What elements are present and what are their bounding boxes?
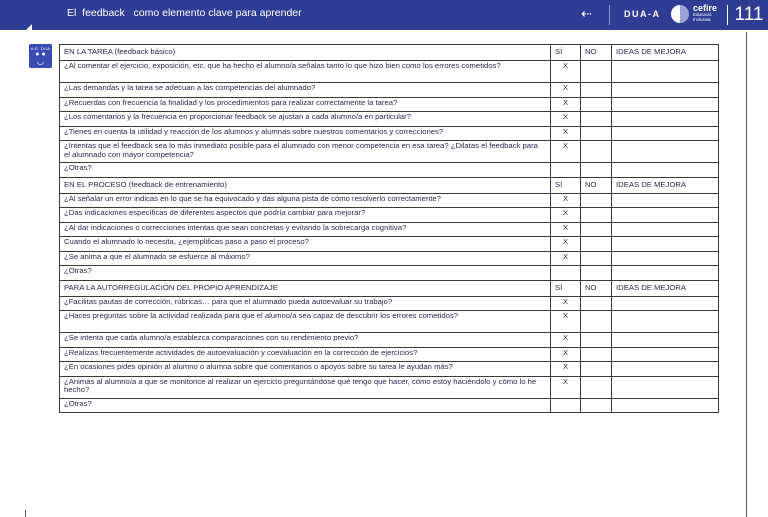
question-text: ¿Otras? xyxy=(60,163,551,178)
column-ideas-header: IDEAS DE MEJORA xyxy=(612,177,719,193)
yes-check-cell[interactable]: X xyxy=(551,97,581,112)
ideas-cell[interactable] xyxy=(612,193,719,208)
question-text: ¿Animas al alumno/a a que se monitorice al realizar un ejercicio preguntándose qué tengo que hacer, cómo estoy haciéndolo y cómo lo he hecho? xyxy=(60,376,551,398)
badge-label: A.E. DUA xyxy=(30,46,51,51)
cefire-logo xyxy=(693,4,717,22)
no-check-cell[interactable] xyxy=(581,83,612,98)
badge-eyes-icon: ● ● xyxy=(35,51,46,58)
question-text: ¿Otras? xyxy=(60,398,551,413)
checklist-row xyxy=(60,333,719,348)
section-title: EN LA TAREA (feedback básico) xyxy=(60,45,551,61)
yes-check-cell[interactable]: X xyxy=(551,193,581,208)
checklist-row xyxy=(60,61,719,83)
yes-check-cell[interactable]: X xyxy=(551,347,581,362)
checklist-row xyxy=(60,193,719,208)
dua-activity-badge-icon xyxy=(29,44,52,68)
question-text: ¿Tienes en cuenta la utilidad y reacción de los alumnos y alumnas sobre nuestros comentarios y correcciones? xyxy=(60,126,551,141)
question-text: ¿Se intenta que cada alumno/a establezca comparaciones con su rendimiento previo? xyxy=(60,333,551,348)
no-check-cell[interactable] xyxy=(581,208,612,223)
question-text: ¿Se anima a que el alumnado se esfuerce al máximo? xyxy=(60,251,551,266)
top-banner xyxy=(0,0,768,30)
back-arrow-icon[interactable]: ⇠ xyxy=(581,6,592,21)
section-title: EN EL PROCESO (feedback de entrenamiento) xyxy=(60,177,551,193)
no-check-cell[interactable] xyxy=(581,193,612,208)
section-title: PARA LA AUTORREGULACIÓN DEL PROPIO APRENDIZAJE xyxy=(60,280,551,296)
yes-check-cell[interactable] xyxy=(551,266,581,281)
dua-brand-label: DUA-A xyxy=(624,9,661,19)
checklist-row xyxy=(60,83,719,98)
question-text: Cuando el alumnado lo necesita, ¿ejemplificas paso a paso el proceso? xyxy=(60,237,551,252)
yes-check-cell[interactable]: X xyxy=(551,208,581,223)
no-check-cell[interactable] xyxy=(581,61,612,83)
section-header-row xyxy=(60,45,719,61)
page-number: 111 xyxy=(730,2,768,28)
no-check-cell[interactable] xyxy=(581,237,612,252)
page-header-title: El feedback como elemento clave para aprender xyxy=(67,7,302,19)
checklist-row xyxy=(60,347,719,362)
yes-check-cell[interactable]: X xyxy=(551,251,581,266)
checklist-row xyxy=(60,163,719,178)
column-ideas-header: IDEAS DE MEJORA xyxy=(612,45,719,61)
no-check-cell[interactable] xyxy=(581,251,612,266)
question-text: ¿En ocasiones pides opinión al alumno o alumna sobre qué comentarios o apoyos sobre su tarea le ayudan más? xyxy=(60,362,551,377)
ideas-cell[interactable] xyxy=(612,61,719,83)
header-divider xyxy=(727,5,728,25)
column-yes-header: SÍ xyxy=(551,280,581,296)
yes-check-cell[interactable]: X xyxy=(551,141,581,163)
no-check-cell[interactable] xyxy=(581,97,612,112)
ideas-cell[interactable] xyxy=(612,126,719,141)
checklist-row xyxy=(60,222,719,237)
checklist-row xyxy=(60,296,719,311)
question-text: ¿Recuerdas con frecuencia la finalidad y los procedimientos para realizar correctamente la tarea? xyxy=(60,97,551,112)
column-no-header: NO xyxy=(581,45,612,61)
no-check-cell[interactable] xyxy=(581,311,612,333)
checklist-row xyxy=(60,208,719,223)
right-margin-line xyxy=(746,32,747,517)
no-check-cell[interactable] xyxy=(581,376,612,398)
yes-check-cell[interactable]: X xyxy=(551,237,581,252)
ideas-cell[interactable] xyxy=(612,311,719,333)
cefire-name: cefire xyxy=(693,3,718,13)
yes-check-cell[interactable] xyxy=(551,398,581,413)
ideas-cell[interactable] xyxy=(612,141,719,163)
cefire-subtitle-2: Inclusiva xyxy=(693,17,711,22)
no-check-cell[interactable] xyxy=(581,362,612,377)
question-text: ¿Realizas frecuentemente actividades de autoevaluación y coevaluación en la corrección de ejercicios? xyxy=(60,347,551,362)
ideas-cell[interactable] xyxy=(612,333,719,348)
ideas-cell[interactable] xyxy=(612,222,719,237)
yes-check-cell[interactable]: X xyxy=(551,83,581,98)
no-check-cell[interactable] xyxy=(581,398,612,413)
no-check-cell[interactable] xyxy=(581,163,612,178)
ideas-cell[interactable] xyxy=(612,208,719,223)
ideas-cell[interactable] xyxy=(612,376,719,398)
no-check-cell[interactable] xyxy=(581,266,612,281)
ideas-cell[interactable] xyxy=(612,97,719,112)
question-text: ¿Facilitas pautas de corrección, rúbricas… para que el alumnado pueda autoevaluar su trabajo? xyxy=(60,296,551,311)
question-text: ¿Otras? xyxy=(60,266,551,281)
checklist-row xyxy=(60,398,719,413)
no-check-cell[interactable] xyxy=(581,112,612,127)
question-text: ¿Las demandas y la tarea se adecuan a las competencias del alumnado? xyxy=(60,83,551,98)
ideas-cell[interactable] xyxy=(612,83,719,98)
question-text: ¿Intentas que el feedback sea lo más inmediato posible para el alumnado con menor competencia en esa tarea? ¿Dilatas el feedback para el alumnado con mayor competencia? xyxy=(60,141,551,163)
ideas-cell[interactable] xyxy=(612,251,719,266)
corner-notch xyxy=(26,24,32,30)
no-check-cell[interactable] xyxy=(581,222,612,237)
question-text: ¿Das indicaciones específicas de diferentes aspectos que podría cambiar para mejorar? xyxy=(60,208,551,223)
checklist-row xyxy=(60,266,719,281)
checklist-row xyxy=(60,112,719,127)
yes-check-cell[interactable]: X xyxy=(551,296,581,311)
checklist-row xyxy=(60,376,719,398)
yes-check-cell[interactable]: X xyxy=(551,311,581,333)
cefire-subtitle-1: Educació xyxy=(693,12,712,17)
ideas-cell[interactable] xyxy=(612,347,719,362)
yes-check-cell[interactable]: X xyxy=(551,61,581,83)
ideas-cell[interactable] xyxy=(612,163,719,178)
header-divider xyxy=(609,5,610,25)
ideas-cell[interactable] xyxy=(612,398,719,413)
yes-check-cell[interactable] xyxy=(551,163,581,178)
yes-check-cell[interactable]: X xyxy=(551,222,581,237)
yes-check-cell[interactable]: X xyxy=(551,376,581,398)
no-check-cell[interactable] xyxy=(581,347,612,362)
yes-check-cell[interactable]: X xyxy=(551,333,581,348)
column-yes-header: SÍ xyxy=(551,45,581,61)
dua-logo-icon xyxy=(671,5,689,23)
checklist-row xyxy=(60,251,719,266)
question-text: ¿Al comentar el ejercicio, exposición, etc. que ha hecho el alumno/a señalas tanto lo que hizo bien como los errores cometidos? xyxy=(60,61,551,83)
ideas-cell[interactable] xyxy=(612,296,719,311)
ideas-cell[interactable] xyxy=(612,362,719,377)
no-check-cell[interactable] xyxy=(581,126,612,141)
ideas-cell[interactable] xyxy=(612,112,719,127)
question-text: ¿Al dar indicaciones o correcciones intentas que sean concretas y evitando la sobrecarga cognitiva? xyxy=(60,222,551,237)
checklist-row xyxy=(60,126,719,141)
no-check-cell[interactable] xyxy=(581,296,612,311)
checklist-row xyxy=(60,141,719,163)
yes-check-cell[interactable]: X xyxy=(551,126,581,141)
checklist-body xyxy=(60,45,719,413)
column-ideas-header: IDEAS DE MEJORA xyxy=(612,280,719,296)
section-header-row xyxy=(60,280,719,296)
no-check-cell[interactable] xyxy=(581,333,612,348)
yes-check-cell[interactable]: X xyxy=(551,112,581,127)
checklist-row xyxy=(60,237,719,252)
question-text: ¿Al señalar un error indicas en lo que se ha equivocado y das alguna pista de cómo resolverlo correctamente? xyxy=(60,193,551,208)
column-yes-header: SÍ xyxy=(551,177,581,193)
question-text: ¿Haces preguntas sobre la actividad realizada para que el alumno/a sea capaz de descubrir los errores cometidos? xyxy=(60,311,551,333)
yes-check-cell[interactable]: X xyxy=(551,362,581,377)
ideas-cell[interactable] xyxy=(612,237,719,252)
feedback-checklist-table xyxy=(59,44,719,413)
badge-smile-icon: ◡ xyxy=(37,57,44,66)
column-no-header: NO xyxy=(581,280,612,296)
question-text: ¿Los comentarios y la frecuencia en proporcionar feedback se ajustan a cada alumno/a en particular? xyxy=(60,112,551,127)
checklist-row xyxy=(60,97,719,112)
checklist-row xyxy=(60,362,719,377)
ideas-cell[interactable] xyxy=(612,266,719,281)
column-no-header: NO xyxy=(581,177,612,193)
bottom-margin-tick xyxy=(25,510,26,517)
no-check-cell[interactable] xyxy=(581,141,612,163)
checklist-row xyxy=(60,311,719,333)
section-header-row xyxy=(60,177,719,193)
